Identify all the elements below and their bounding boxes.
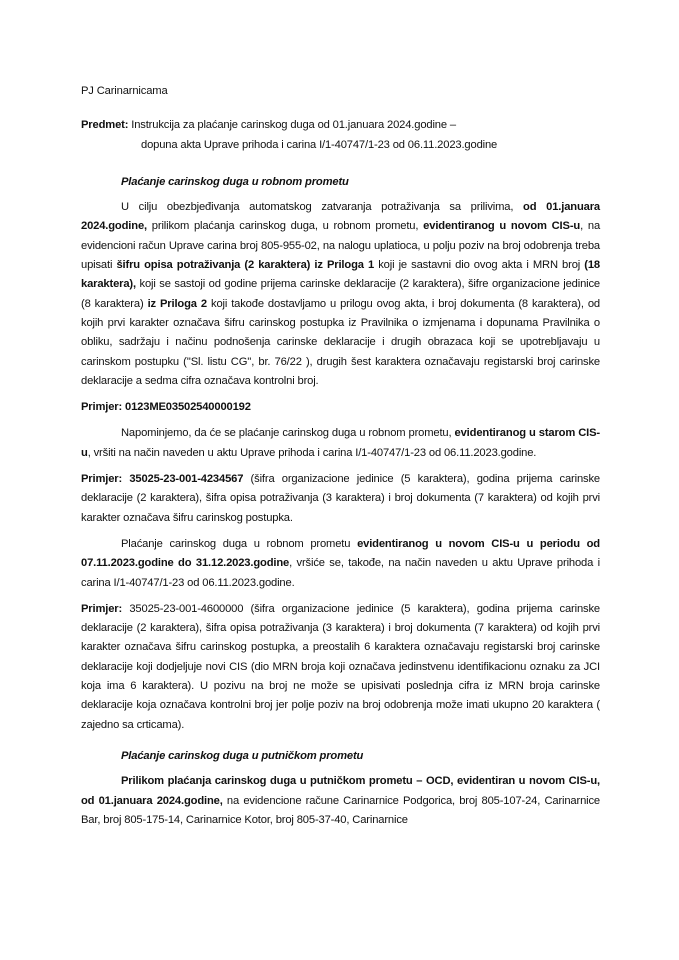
example-old-cis: [81, 470, 600, 528]
bold-text-segment: Primjer: 0123ME03502540000192: [81, 401, 251, 414]
bold-text-segment: evidentiranog u novom CIS-u: [423, 220, 581, 233]
bold-text-segment: Primjer: 35025-23-001-4234567: [81, 473, 244, 486]
text-segment: koji se sastoji od godine prijema carinske deklaracije (2 karaktera), šifre organizacione jedinice (8 karaktera): [81, 278, 600, 310]
bold-text-segment: evidentiranog u starom CIS-u: [81, 427, 600, 459]
text-segment: (šifra organizacione jedinice (5 karaktera), godina prijema carinske deklaracije (2 karaktera), šifra opisa potraživanja (3 karaktera) i broj dokumenta (7 karaktera) od kojih prvi karakter označava šifru carinskog postupka.: [81, 473, 600, 524]
bold-text-segment: Prilikom plaćanja carinskog duga u putničkom prometu – OCD, evidentiran u novom CIS-u, od 01.januara 2024.godine,: [81, 775, 600, 807]
bold-text-segment: evidentiranog u novom CIS-u u periodu od 07.11.2023.godine do 31.12.2023.godine: [81, 537, 600, 570]
subject: [81, 116, 600, 155]
example-transition-period: [81, 600, 600, 735]
bold-text-segment: šifru opisa potraživanja (2 karaktera) iz Priloga 1: [116, 259, 375, 272]
subject-label: Predmet:: [81, 119, 129, 132]
example-mrn: [81, 398, 600, 417]
text-segment: , na evidencioni račun Uprave carina broj 805-955-02, na nalogu uplatioca, u polju poziv na broj odobrenja treba upisati: [81, 220, 601, 272]
text-segment: Napominjemo, da će se plaćanje carinskog duga u robnom prometu,: [121, 427, 455, 440]
text-segment: U cilju obezbjeđivanja automatskog zatvaranja potraživanja sa prilivima,: [121, 201, 524, 214]
subject-line-2: dopuna akta Uprave prihoda i carina I/1-40747/1-23 od 06.11.2023.godine: [141, 138, 498, 151]
bold-text-segment: Primjer:: [81, 602, 123, 615]
paragraph-automatic-closing: [81, 198, 600, 391]
subject-line-1: Instrukcija za plaćanje carinskog duga od 01.januara 2024.godine –: [128, 119, 456, 132]
paragraph-passenger-traffic: [81, 772, 600, 830]
text-segment: koji takođe dostavljamo u prilogu ovog akta, i broj dokumenta (8 karaktera), od kojih prvi karakter označava šifru carinskog postupka iz Pravilnika o izmjenama i dopunama Pravilnika o obliku, sadržaju i načinu podnošenja carinske deklaracije i drugih obrazaca koji se upotrebljavaju u carinskom postupku (''Sl. listu CG'', br. 76/22 ), drugih šest karaktera označavaju registarski broj carinske deklaracije a sedma cifra označava kontrolni broj.: [81, 297, 600, 387]
text-segment: Plaćanje carinskog duga u robnom prometu: [121, 537, 358, 550]
text-segment: , vršiti na način naveden u aktu Uprave prihoda i carina I/1-40747/1-23 od 06.11.2023.godine.: [87, 446, 537, 459]
bold-text-segment: (18 karaktera),: [81, 259, 601, 291]
text-segment: prilikom plaćanja carinskog duga, u robnom prometu,: [146, 220, 424, 233]
document-page: [81, 82, 600, 830]
addressee: PJ Carinarnicama: [81, 85, 168, 97]
text-segment: koji je sastavni dio ovog akta i MRN broj: [374, 259, 585, 272]
bold-text-segment: iz Priloga 2: [147, 297, 207, 310]
section-heading-passenger-traffic: Plaćanje carinskog duga u putničkom prometu: [121, 749, 364, 762]
paragraph-transition-period: [81, 535, 600, 593]
paragraph-old-cis: [81, 424, 600, 463]
text-segment: , vršiće se, takođe, na način naveden u aktu Uprave prihoda i carina I/1-40747/1-23 od 06.11.2023.godine.: [81, 557, 600, 589]
text-segment: na evidencione račune Carinarnice Podgorica, broj 805-107-24, Carinarnice Bar, broj 805-175-14, Carinarnice Kotor, broj 805-37-40, Carinarnice: [81, 794, 601, 826]
text-segment: 35025-23-001-4600000 (šifra organizacione jedinice (5 karaktera), godina prijema carinske deklaracije (2 karaktera), šifra opisa potraživanja (3 karaktera) i broj dokumenta (7 karaktera) od kojih prvi karakter označava šifru carinskog postupka, a preostalih 6 karaktera označavaju registarski broj carinske deklaracije koji dodjeljuje novi CIS (dio MRN broja koji označava jedinstvenu identifikacionu oznaku za JCI koja ima 6 karaktera). U pozivu na broj ne može se upisivati poslednja cifra iz MRN broja carinske deklaracije koja označava kontrolni broj jer polje poziv na broj odobrenja može imati ukupno 20 karaktera ( zajedno sa crticama).: [81, 602, 600, 731]
bold-text-segment: od 01.januara 2024.godine,: [81, 201, 600, 233]
section-heading-goods-traffic: Plaćanje carinskog duga u robnom prometu: [121, 175, 349, 188]
